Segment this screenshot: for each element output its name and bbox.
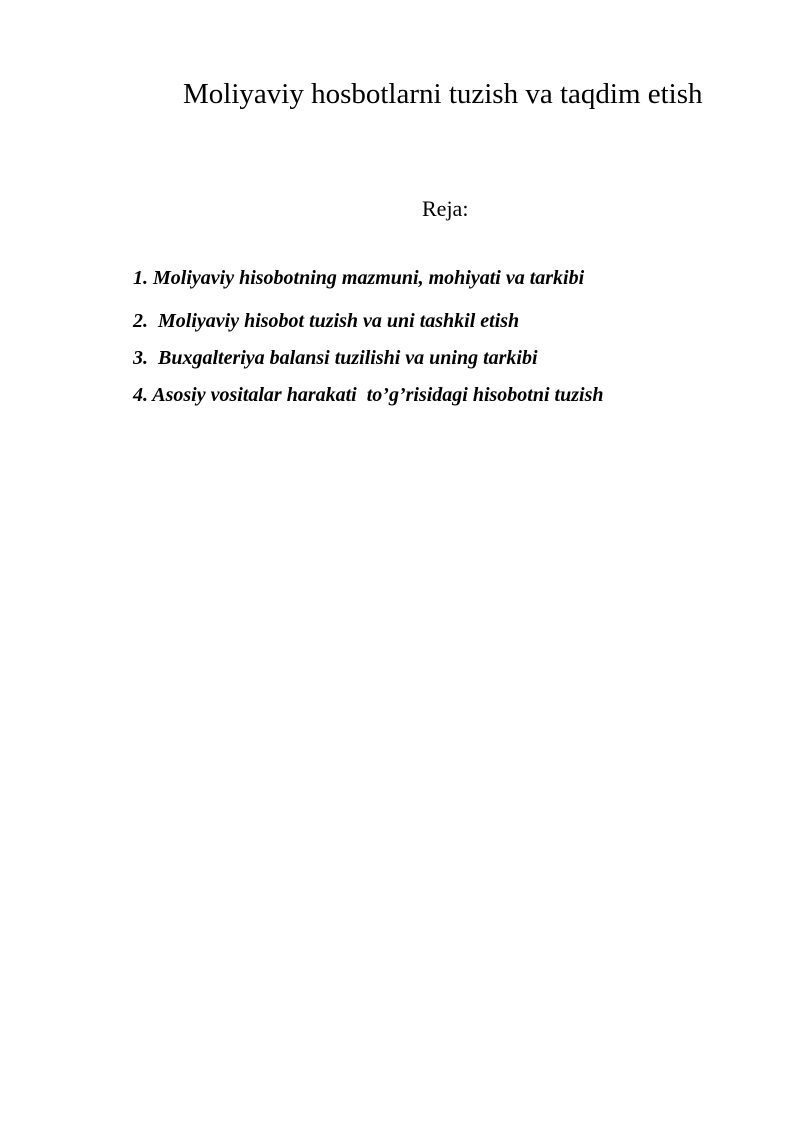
plan-item-3: 3. Buxgalteriya balansi tuzilishi va uning tarkibi (133, 347, 538, 369)
plan-heading: Reja: (422, 196, 469, 221)
plan-item-1: 1. Moliyaviy hisobotning mazmuni, mohiyati va tarkibi (133, 267, 585, 289)
plan-item-4: 4. Asosiy vositalar harakati to’g’risidagi hisobotni tuzish (133, 384, 604, 406)
document-title: Moliyaviy hosbotlarni tuzish va taqdim etish (183, 78, 703, 110)
plan-item-2: 2. Moliyaviy hisobot tuzish va uni tashkil etish (133, 310, 520, 332)
